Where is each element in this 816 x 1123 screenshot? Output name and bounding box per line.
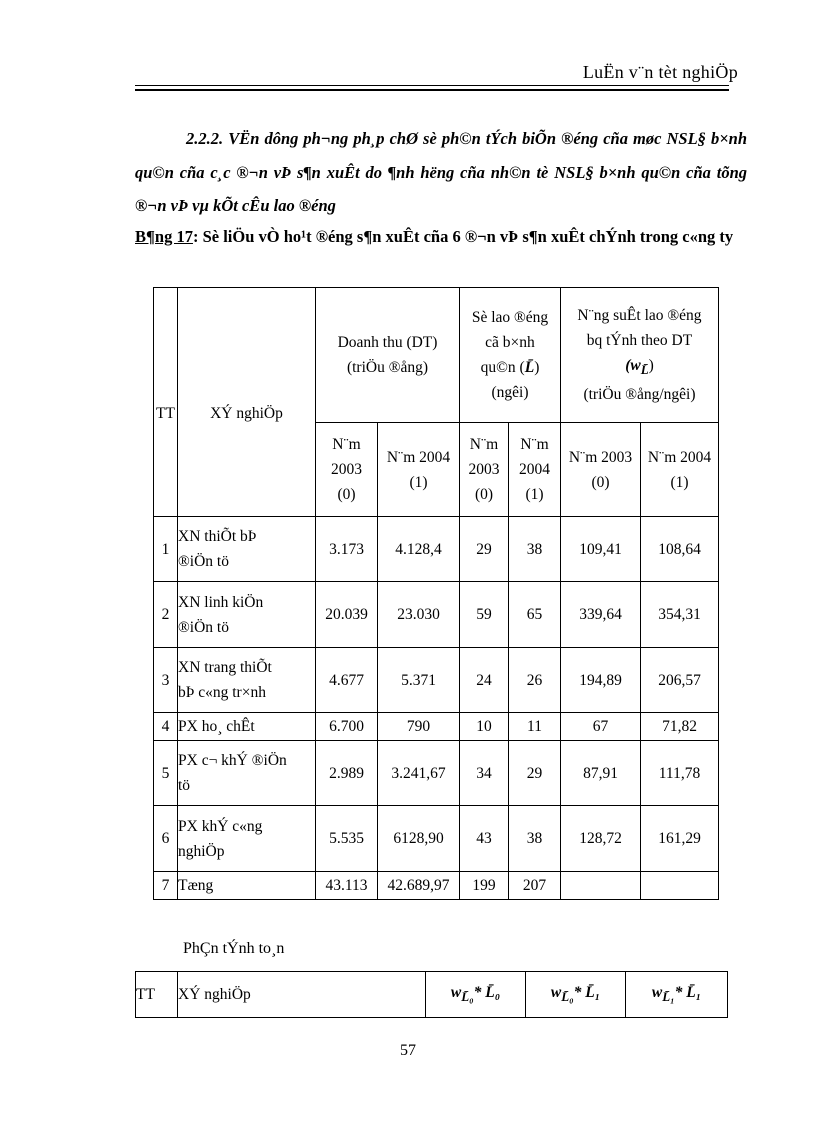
calc-col2-sub: L̄₀ <box>561 989 574 1005</box>
row-w-2003: 67 <box>561 713 641 741</box>
productivity-symbol-end: ) <box>648 356 654 374</box>
row-w-2003 <box>561 872 641 900</box>
row-unit <box>178 806 316 872</box>
header-labor <box>460 288 561 423</box>
row-unit <box>178 648 316 713</box>
row-w-2003: 194,89 <box>561 648 641 713</box>
header-labor-line3 <box>460 355 560 380</box>
section-paragraph <box>135 122 747 223</box>
subheader-l-2003 <box>460 423 509 517</box>
header-unit: XÝ nghiÖp <box>178 288 316 517</box>
calc-table <box>135 971 728 1018</box>
calc-col3-mid: * <box>674 983 687 1001</box>
row-w-2004: 111,78 <box>641 741 719 806</box>
header-productivity-line1: N¨ng suÊt lao ®éng <box>577 306 702 324</box>
row-dt-2003: 43.113 <box>316 872 378 900</box>
row-unit-line: ®iÖn tö <box>178 618 229 636</box>
subheader-line: 2003 <box>331 461 362 478</box>
table-total-row <box>154 872 719 900</box>
row-l-2004: 11 <box>509 713 561 741</box>
row-unit-line: tö <box>178 777 191 794</box>
row-unit-line: PX khÝ c«ng <box>178 817 263 835</box>
row-tt: 5 <box>154 741 178 806</box>
table-caption-text: : Sè liÖu vÒ ho¹t ®éng s¶n xuÊt cña 6 ®¬n vÞ s¶n xuÊt chÝnh trong c«ng ty <box>192 227 734 246</box>
subheader-line: (0) <box>337 486 356 503</box>
calc-col1-sub: L̄₀ <box>461 989 474 1005</box>
calc-header-unit: XÝ nghiÖp <box>178 972 426 1018</box>
page-number: 57 <box>400 1042 416 1059</box>
calc-col1-w: w <box>450 983 462 1001</box>
row-l-2003: 43 <box>460 806 509 872</box>
subheader-line: N¨m <box>520 436 549 453</box>
table-caption-label: B¶ng 17 <box>135 227 193 246</box>
row-dt-2003: 5.535 <box>316 806 378 872</box>
calc-col3-tail: L̄₁ <box>686 983 702 1001</box>
production-table <box>153 287 719 900</box>
calc-header-col1 <box>426 972 526 1018</box>
row-tt: 2 <box>154 582 178 648</box>
header-productivity-line2: bq tÝnh theo DT <box>586 331 693 349</box>
row-unit-line: XN linh kiÖn <box>178 593 264 611</box>
subheader-dt-2004 <box>378 423 460 517</box>
row-l-2004: 207 <box>509 872 561 900</box>
row-dt-2003: 6.700 <box>316 713 378 741</box>
subheader-line: N¨m <box>332 436 361 453</box>
header-productivity-line4: (triÖu ®ång/ngêi) <box>583 386 696 404</box>
row-w-2003: 339,64 <box>561 582 641 648</box>
row-l-2003: 199 <box>460 872 509 900</box>
calc-header-col2 <box>526 972 626 1018</box>
row-unit <box>178 517 316 582</box>
header-labor-line1: Sè lao ®éng <box>471 309 549 326</box>
header-labor-line3-end: ) <box>534 359 540 376</box>
row-unit-line: PX c¬ khÝ ®iÖn <box>178 752 287 769</box>
row-tt: 4 <box>154 713 178 741</box>
subheader-line: N¨m 2004 <box>647 448 712 466</box>
calc-header-tt: TT <box>136 972 178 1018</box>
subheader-line: (1) <box>670 473 689 491</box>
row-l-2004: 26 <box>509 648 561 713</box>
table-row <box>154 806 719 872</box>
row-w-2004: 206,57 <box>641 648 719 713</box>
row-dt-2004: 6128,90 <box>378 806 460 872</box>
row-dt-2003: 3.173 <box>316 517 378 582</box>
row-unit <box>178 741 316 806</box>
row-tt: 1 <box>154 517 178 582</box>
row-w-2003: 87,91 <box>561 741 641 806</box>
calc-col2-mid: * <box>573 983 586 1001</box>
row-w-2003: 109,41 <box>561 517 641 582</box>
row-l-2003: 29 <box>460 517 509 582</box>
header-labor-line4: (ngêi) <box>491 384 529 401</box>
row-dt-2003: 2.989 <box>316 741 378 806</box>
header-productivity <box>561 288 719 423</box>
table-row <box>154 517 719 582</box>
table-row <box>154 648 719 713</box>
header-rule-double <box>135 89 729 91</box>
header-revenue-line1: Doanh thu (DT) <box>337 334 438 351</box>
header-revenue-line2: (triÖu ®ång) <box>346 359 429 376</box>
subheader-line: 2003 <box>468 461 500 478</box>
row-tt: 7 <box>154 872 178 900</box>
row-w-2004 <box>641 872 719 900</box>
row-unit: PX ho¸ chÊt <box>178 713 316 741</box>
calc-header-row <box>136 972 728 1018</box>
section-paragraph-text: 2.2.2. VËn dông ph¬ng ph¸p chØ sè ph©n tÝch biÕn ®éng cña møc NSL§ b×nh qu©n cña c¸c ®¬n vÞ s¶n xuÊt do ¶nh hëng cña nh©n tè NSL§ b×nh qu©n cña tõng ®¬n vÞ vµ kÕt cÊu lao ®éng <box>135 129 747 215</box>
subheader-line: (0) <box>591 473 610 491</box>
row-w-2004: 354,31 <box>641 582 719 648</box>
table-row <box>154 713 719 741</box>
row-unit-line: XN thiÕt bÞ <box>178 528 257 545</box>
calc-col1-tail: L̄₀ <box>485 983 501 1001</box>
row-unit: Tæng <box>178 872 316 900</box>
row-dt-2004: 5.371 <box>378 648 460 713</box>
row-unit-line: ®iÖn tö <box>178 553 229 570</box>
subheader-line: (1) <box>525 486 544 503</box>
table-header-row <box>154 288 719 423</box>
row-l-2003: 10 <box>460 713 509 741</box>
subheader-line: N¨m <box>469 436 499 453</box>
header-productivity-symbol <box>561 353 718 382</box>
subheader-w-2003 <box>561 423 641 517</box>
subheader-w-2004 <box>641 423 719 517</box>
row-l-2004: 38 <box>509 517 561 582</box>
subheader-line: N¨m 2003 <box>568 448 633 466</box>
row-w-2003: 128,72 <box>561 806 641 872</box>
row-tt: 3 <box>154 648 178 713</box>
row-unit <box>178 582 316 648</box>
row-dt-2003: 20.039 <box>316 582 378 648</box>
table-row <box>154 741 719 806</box>
calc-col2-w: w <box>550 983 562 1001</box>
calc-col3-sub: L̄₁ <box>662 989 675 1005</box>
calc-col3-w: w <box>651 983 663 1001</box>
row-l-2003: 59 <box>460 582 509 648</box>
row-l-2004: 29 <box>509 741 561 806</box>
subheader-line: 2004 <box>519 461 550 478</box>
row-tt: 6 <box>154 806 178 872</box>
header-tt: TT <box>154 288 178 517</box>
calc-section-title: PhÇn tÝnh to¸n <box>183 940 285 957</box>
row-w-2004: 161,29 <box>641 806 719 872</box>
subheader-line: (0) <box>474 486 494 503</box>
row-unit-line: nghiÖp <box>178 842 225 860</box>
row-w-2004: 71,82 <box>641 713 719 741</box>
row-dt-2004: 42.689,97 <box>378 872 460 900</box>
header-rule <box>135 85 729 86</box>
productivity-symbol: (w <box>625 356 641 374</box>
row-l-2003: 24 <box>460 648 509 713</box>
calc-col2-tail: L̄₁ <box>585 983 601 1001</box>
row-l-2004: 38 <box>509 806 561 872</box>
row-dt-2003: 4.677 <box>316 648 378 713</box>
row-dt-2004: 790 <box>378 713 460 741</box>
subheader-line: N¨m 2004 <box>386 448 451 466</box>
row-unit-line: bÞ c«ng tr×nh <box>178 684 266 701</box>
document-header-title: LuËn v¨n tèt nghiÖp <box>582 62 738 82</box>
header-revenue <box>316 288 460 423</box>
header-labor-line2: cã b×nh <box>485 334 535 351</box>
productivity-symbol-sub: L̄ <box>640 362 649 378</box>
row-unit-line: XN trang thiÕt <box>178 659 272 676</box>
row-dt-2004: 23.030 <box>378 582 460 648</box>
table-caption <box>135 221 747 253</box>
subheader-line: (1) <box>409 473 428 491</box>
header-labor-line3-text: qu©n ( <box>480 359 525 376</box>
subheader-dt-2003 <box>316 423 378 517</box>
subheader-l-2004 <box>509 423 561 517</box>
row-w-2004: 108,64 <box>641 517 719 582</box>
row-dt-2004: 4.128,4 <box>378 517 460 582</box>
labor-symbol: L̄ <box>524 359 535 376</box>
table-row <box>154 582 719 648</box>
row-dt-2004: 3.241,67 <box>378 741 460 806</box>
calc-col1-mid: * <box>473 983 486 1001</box>
row-l-2004: 65 <box>509 582 561 648</box>
calc-header-col3 <box>626 972 728 1018</box>
row-l-2003: 34 <box>460 741 509 806</box>
